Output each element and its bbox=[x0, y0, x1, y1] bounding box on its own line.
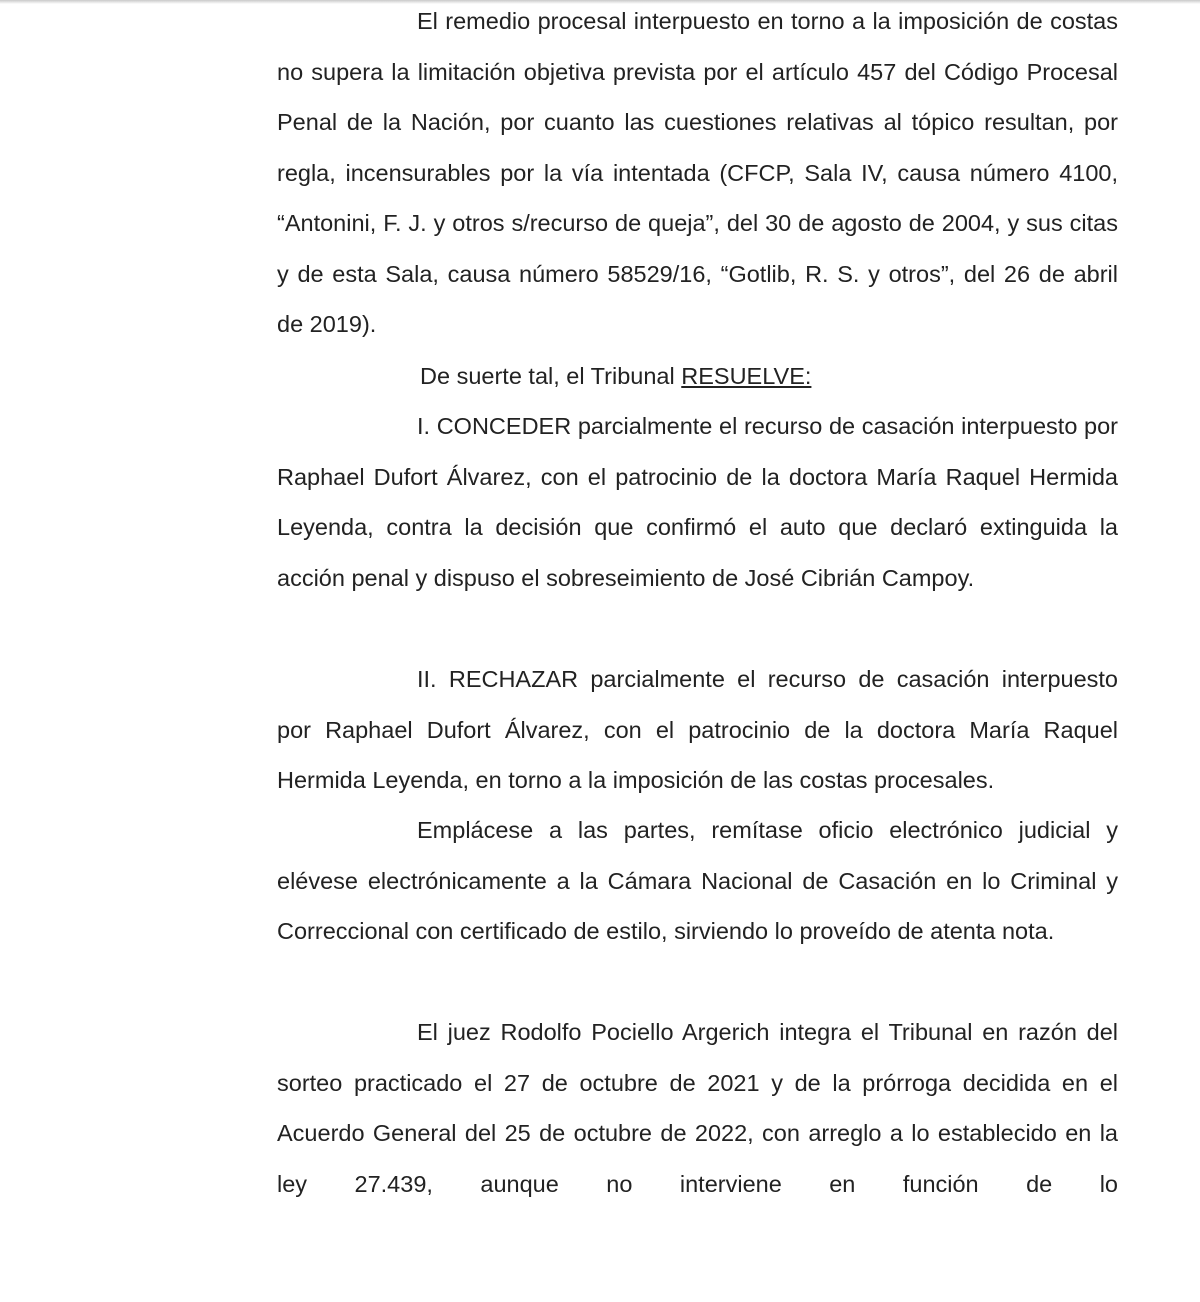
paragraph-emplacese: Emplácese a las partes, remítase oficio electrónico judicial y elévese electrónicamente a la Cámara Nacional de Casación en lo Criminal y Correccional con certificado de estilo, sirviendo lo proveído de atenta nota. bbox=[277, 817, 1118, 944]
paragraph-juez: El juez Rodolfo Pociello Argerich integra el Tribunal en razón del sorteo practicado el 27 de octubre de 2021 y de la prórroga decidida en el Acuerdo General del 25 de octubre de 2022, con arreglo a lo establecido en la ley 27.439, aunque no interviene en función de lo bbox=[277, 1019, 1118, 1197]
paragraph-costas: El remedio procesal interpuesto en torno a la imposición de costas no supera la limitación objetiva prevista por el artículo 457 del Código Procesal Penal de la Nación, por cuanto las cuestiones relativas al tópico resultan, por regla, incensurables por la vía intentada (CFCP, Sala IV, causa número 4100, “Antonini, F. J. y otros s/recurso de queja”, del 30 de agosto de 2004, y sus citas y de esta Sala, causa número 58529/16, “Gotlib, R. S. y otros”, del 26 de abril de 2019). bbox=[277, 8, 1118, 337]
resuelve-heading: RESUELVE: bbox=[681, 363, 812, 389]
resuelve-prefix: De suerte tal, el Tribunal bbox=[420, 363, 682, 389]
paragraph-resuelve bbox=[420, 351, 1120, 402]
paragraph-conceder: I. CONCEDER parcialmente el recurso de casación interpuesto por Raphael Dufort Álvarez, con el patrocinio de la doctora María Raquel Hermida Leyenda, contra la decisión que confirmó el auto que declaró extinguida la acción penal y dispuso el sobreseimiento de José Cibrián Campoy. bbox=[277, 413, 1118, 591]
paragraph-rechazar: II. RECHAZAR parcialmente el recurso de casación interpuesto por Raphael Dufort Álvarez, con el patrocinio de la doctora María Raquel Hermida Leyenda, en torno a la imposición de las costas procesales. bbox=[277, 666, 1118, 793]
